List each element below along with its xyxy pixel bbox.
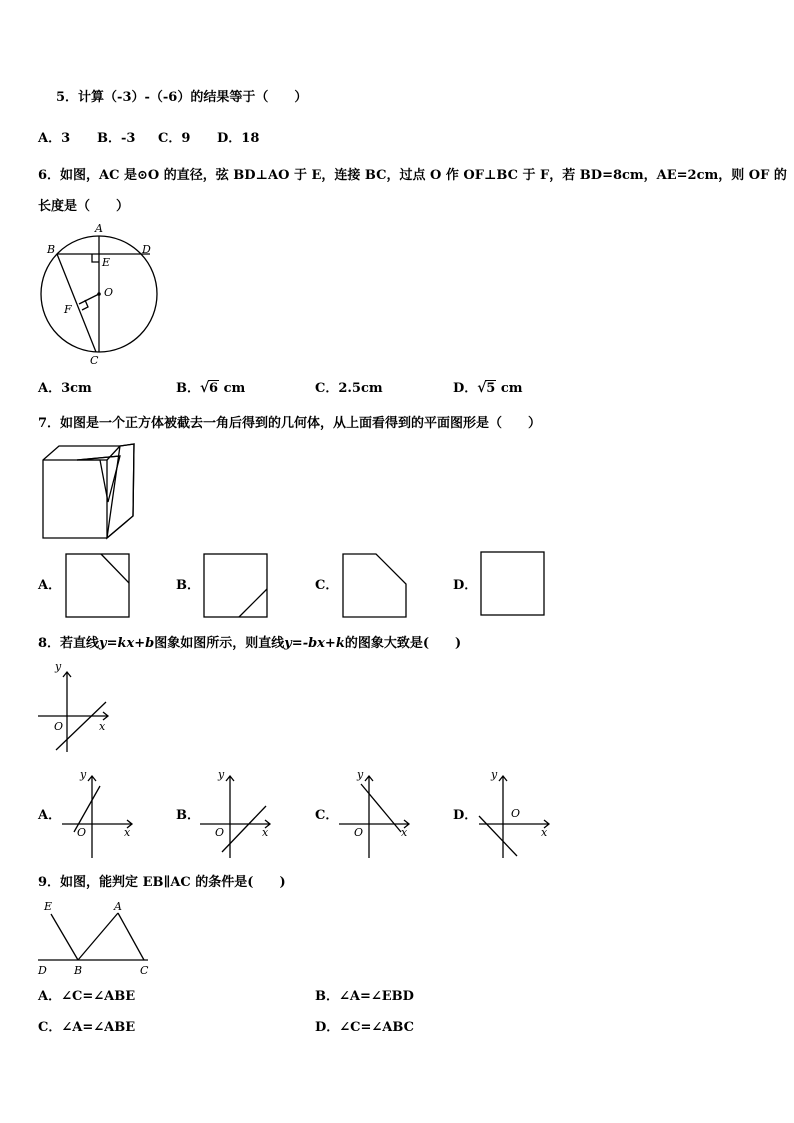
- q9-option-b: B．∠A=∠EBD: [315, 989, 414, 1004]
- svg-text:O: O: [511, 807, 521, 820]
- svg-text:O: O: [77, 826, 87, 839]
- q8-option-b-graph: [198, 768, 278, 860]
- q6-label-a: A: [95, 222, 103, 235]
- q8-main-graph: [36, 660, 116, 754]
- q7-stem: 7．如图是一个正方体被截去一角后得到的几何体，从上面看得到的平面图形是（ ）: [38, 416, 542, 431]
- q8-option-b-letter: B．: [176, 808, 200, 823]
- q9-option-a: A．∠C=∠ABE: [38, 989, 136, 1004]
- svg-text:x: x: [124, 826, 131, 839]
- q6-option-b: B．√ 6 cm: [176, 381, 245, 397]
- svg-text:D: D: [38, 964, 47, 977]
- svg-text:x: x: [99, 720, 106, 733]
- q6-label-c: C: [90, 354, 99, 367]
- svg-text:x: x: [541, 826, 548, 839]
- svg-text:y: y: [218, 768, 225, 781]
- svg-text:x: x: [401, 826, 408, 839]
- svg-text:A: A: [114, 900, 122, 913]
- q8-option-c-letter: C．: [315, 808, 339, 823]
- q9-figure: [36, 898, 156, 980]
- q7-option-d-letter: D．: [453, 578, 478, 593]
- svg-text:O: O: [354, 826, 364, 839]
- q8-option-d-letter: D．: [453, 808, 478, 823]
- q5-option-a: A．3: [38, 131, 71, 146]
- q9-option-d: D．∠C=∠ABC: [315, 1020, 414, 1035]
- q6-label-o: O: [104, 286, 114, 299]
- q6-circle-figure: [30, 220, 170, 370]
- q6-label-e: E: [102, 256, 111, 269]
- q6-option-c: C．2.5cm: [315, 381, 383, 396]
- svg-text:O: O: [54, 720, 64, 733]
- q6-option-d: D．√ 5 cm: [453, 381, 523, 397]
- q8-expr-2: y=-bx+k: [284, 636, 345, 651]
- q6-segment-bc: [57, 254, 96, 352]
- q7-option-c-letter: C．: [315, 578, 339, 593]
- q8-option-a-graph: [60, 768, 140, 860]
- q6-sqrt-6: √ 6: [200, 381, 219, 397]
- svg-text:B: B: [74, 964, 83, 977]
- q7-option-b-figure: [203, 553, 269, 619]
- q9-segment-ac: [118, 913, 144, 960]
- q9-segment-ba: [78, 913, 118, 960]
- q7-cube-outline: [43, 444, 134, 538]
- svg-text:y: y: [80, 768, 87, 781]
- q6-sqrt-5: √ 5: [477, 381, 496, 397]
- q8-stem: 8．若直线y=kx+b图象如图所示，则直线y=-bx+k的图象大致是( ): [38, 636, 462, 651]
- q6-label-b: B: [47, 243, 56, 256]
- q5-option-b: B．-3: [97, 131, 136, 146]
- svg-text:C: C: [140, 964, 149, 977]
- q8-option-c-graph: [337, 768, 417, 860]
- q7-cube-figure: [40, 444, 140, 540]
- q7-option-a-letter: A．: [38, 578, 62, 593]
- svg-text:O: O: [215, 826, 225, 839]
- q6-option-a: A．3cm: [38, 381, 92, 396]
- q5-stem: 5．计算（-3）-（-6）的结果等于（ ）: [56, 90, 308, 105]
- svg-text:E: E: [44, 900, 53, 913]
- q9-option-c: C．∠A=∠ABE: [38, 1020, 136, 1035]
- q5-option-c: C．9: [158, 131, 191, 146]
- q7-option-c-figure: [342, 553, 408, 619]
- q7-option-a-figure: [65, 553, 131, 619]
- q6-center-dot: [97, 292, 101, 296]
- svg-text:y: y: [491, 768, 498, 781]
- q8-expr-1: y=kx+b: [99, 636, 155, 651]
- q7-option-d-figure: [480, 551, 546, 617]
- q9-segment-eb: [51, 914, 78, 960]
- svg-text:x: x: [262, 826, 269, 839]
- q6-label-f: F: [64, 303, 72, 316]
- q6-stem-line2: 长度是（ ）: [38, 199, 130, 214]
- q7-option-b-letter: B．: [176, 578, 200, 593]
- q7-front-face-edges: [43, 460, 107, 538]
- q8-option-d-graph: [477, 768, 557, 860]
- q6-segment-of: [79, 294, 99, 304]
- q8-option-a-letter: A．: [38, 808, 62, 823]
- q9-stem: 9．如图，能判定 EB∥AC 的条件是( ): [38, 875, 286, 890]
- q6-right-angle-e: [92, 254, 99, 262]
- q5-option-d: D．18: [217, 131, 260, 146]
- svg-text:y: y: [55, 660, 62, 673]
- q6-label-d: D: [142, 243, 151, 256]
- q6-stem-line1: 6．如图，AC 是⊙O 的直径，弦 BD⊥AO 于 E，连接 BC，过点 O 作 OF⊥BC 于 F，若 BD=8cm，AE=2cm，则 OF 的: [38, 168, 787, 183]
- svg-text:y: y: [357, 768, 364, 781]
